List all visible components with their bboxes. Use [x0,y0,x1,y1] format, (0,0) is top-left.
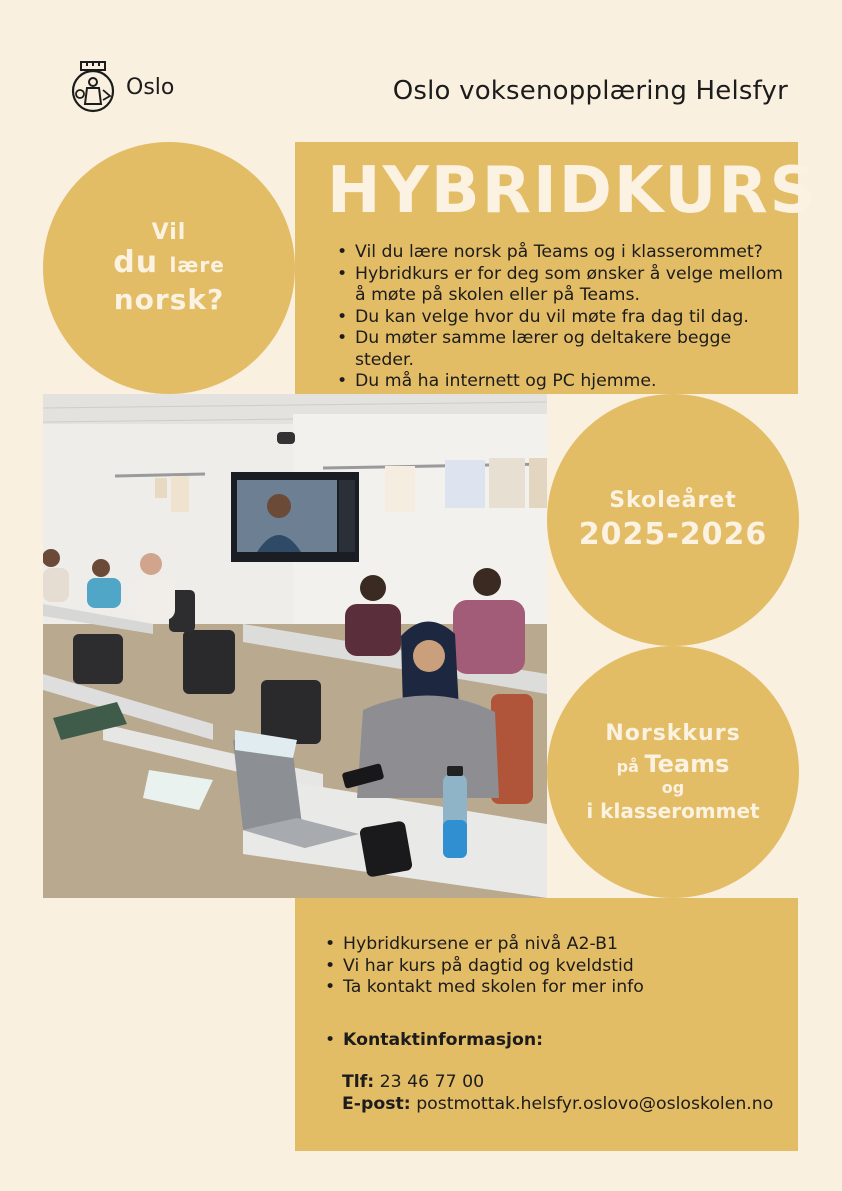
hybrid-bullet-list [335,242,795,393]
hybrid-info-box [295,142,818,394]
email-value[interactable]: postmottak.helsfyr.oslovo@osloskolen.no [416,1093,774,1114]
logo-text: Oslo [126,74,175,100]
course-line-2-small: på [616,757,639,776]
email-row [342,1094,773,1116]
phone-label: Tlf: [342,1072,375,1092]
list-item: • Du kan velge hvor du vil møte fra dag til dag. [335,307,795,329]
intro-circle [43,142,295,394]
course-info-box [295,898,798,1151]
intro-line-2-big: du [113,245,159,280]
list-item: • Du møter samme lærer og deltakere begge steder. [335,328,795,371]
oslo-logo [70,60,174,114]
intro-line-2-small: lære [169,253,225,277]
contact-heading-list [323,1030,793,1052]
email-label: E-post: [342,1093,411,1114]
phone-value[interactable]: 23 46 77 00 [379,1072,485,1092]
school-year-value: 2025-2026 [578,517,768,552]
intro-line-2 [113,245,225,283]
list-item: • Vi har kurs på dagtid og kveldstid [323,956,793,978]
list-item: • Hybridkursene er på nivå A2-B1 [323,934,793,956]
course-line-3: og [661,778,685,797]
school-year-label: Skoleåret [609,488,737,513]
classroom-photo [43,394,547,898]
contact-details [342,1072,773,1115]
oslo-seal-icon [70,60,116,114]
intro-line-3: norsk? [113,283,225,316]
course-line-1: Norskkurs [605,721,741,746]
course-bullet-list [323,934,793,999]
list-item: • Vil du lære norsk på Teams og i klasserommet? [335,242,795,264]
school-name: Oslo voksenopplæring Helsfyr [392,76,788,106]
list-item: • Hybridkurs er for deg som ønsker å velge mellom å møte på skolen eller på Teams. [335,264,795,307]
course-line-2-big: Teams [644,750,730,778]
contact-heading-text: Kontaktinformasjon: [343,1030,544,1050]
classroom-illustration [43,394,547,898]
list-item: • Ta kontakt med skolen for mer info [323,977,793,999]
contact-heading [323,1030,793,1052]
intro-line-1: Vil [151,220,187,245]
list-item: • Du må ha internett og PC hjemme. [335,371,795,393]
course-type-circle [547,646,799,898]
school-year-circle [547,394,799,646]
course-line-2 [617,750,730,778]
course-line-4: i klasserommet [586,799,760,823]
phone-row [342,1072,773,1094]
hybrid-title: HYBRIDKURS [327,154,818,228]
